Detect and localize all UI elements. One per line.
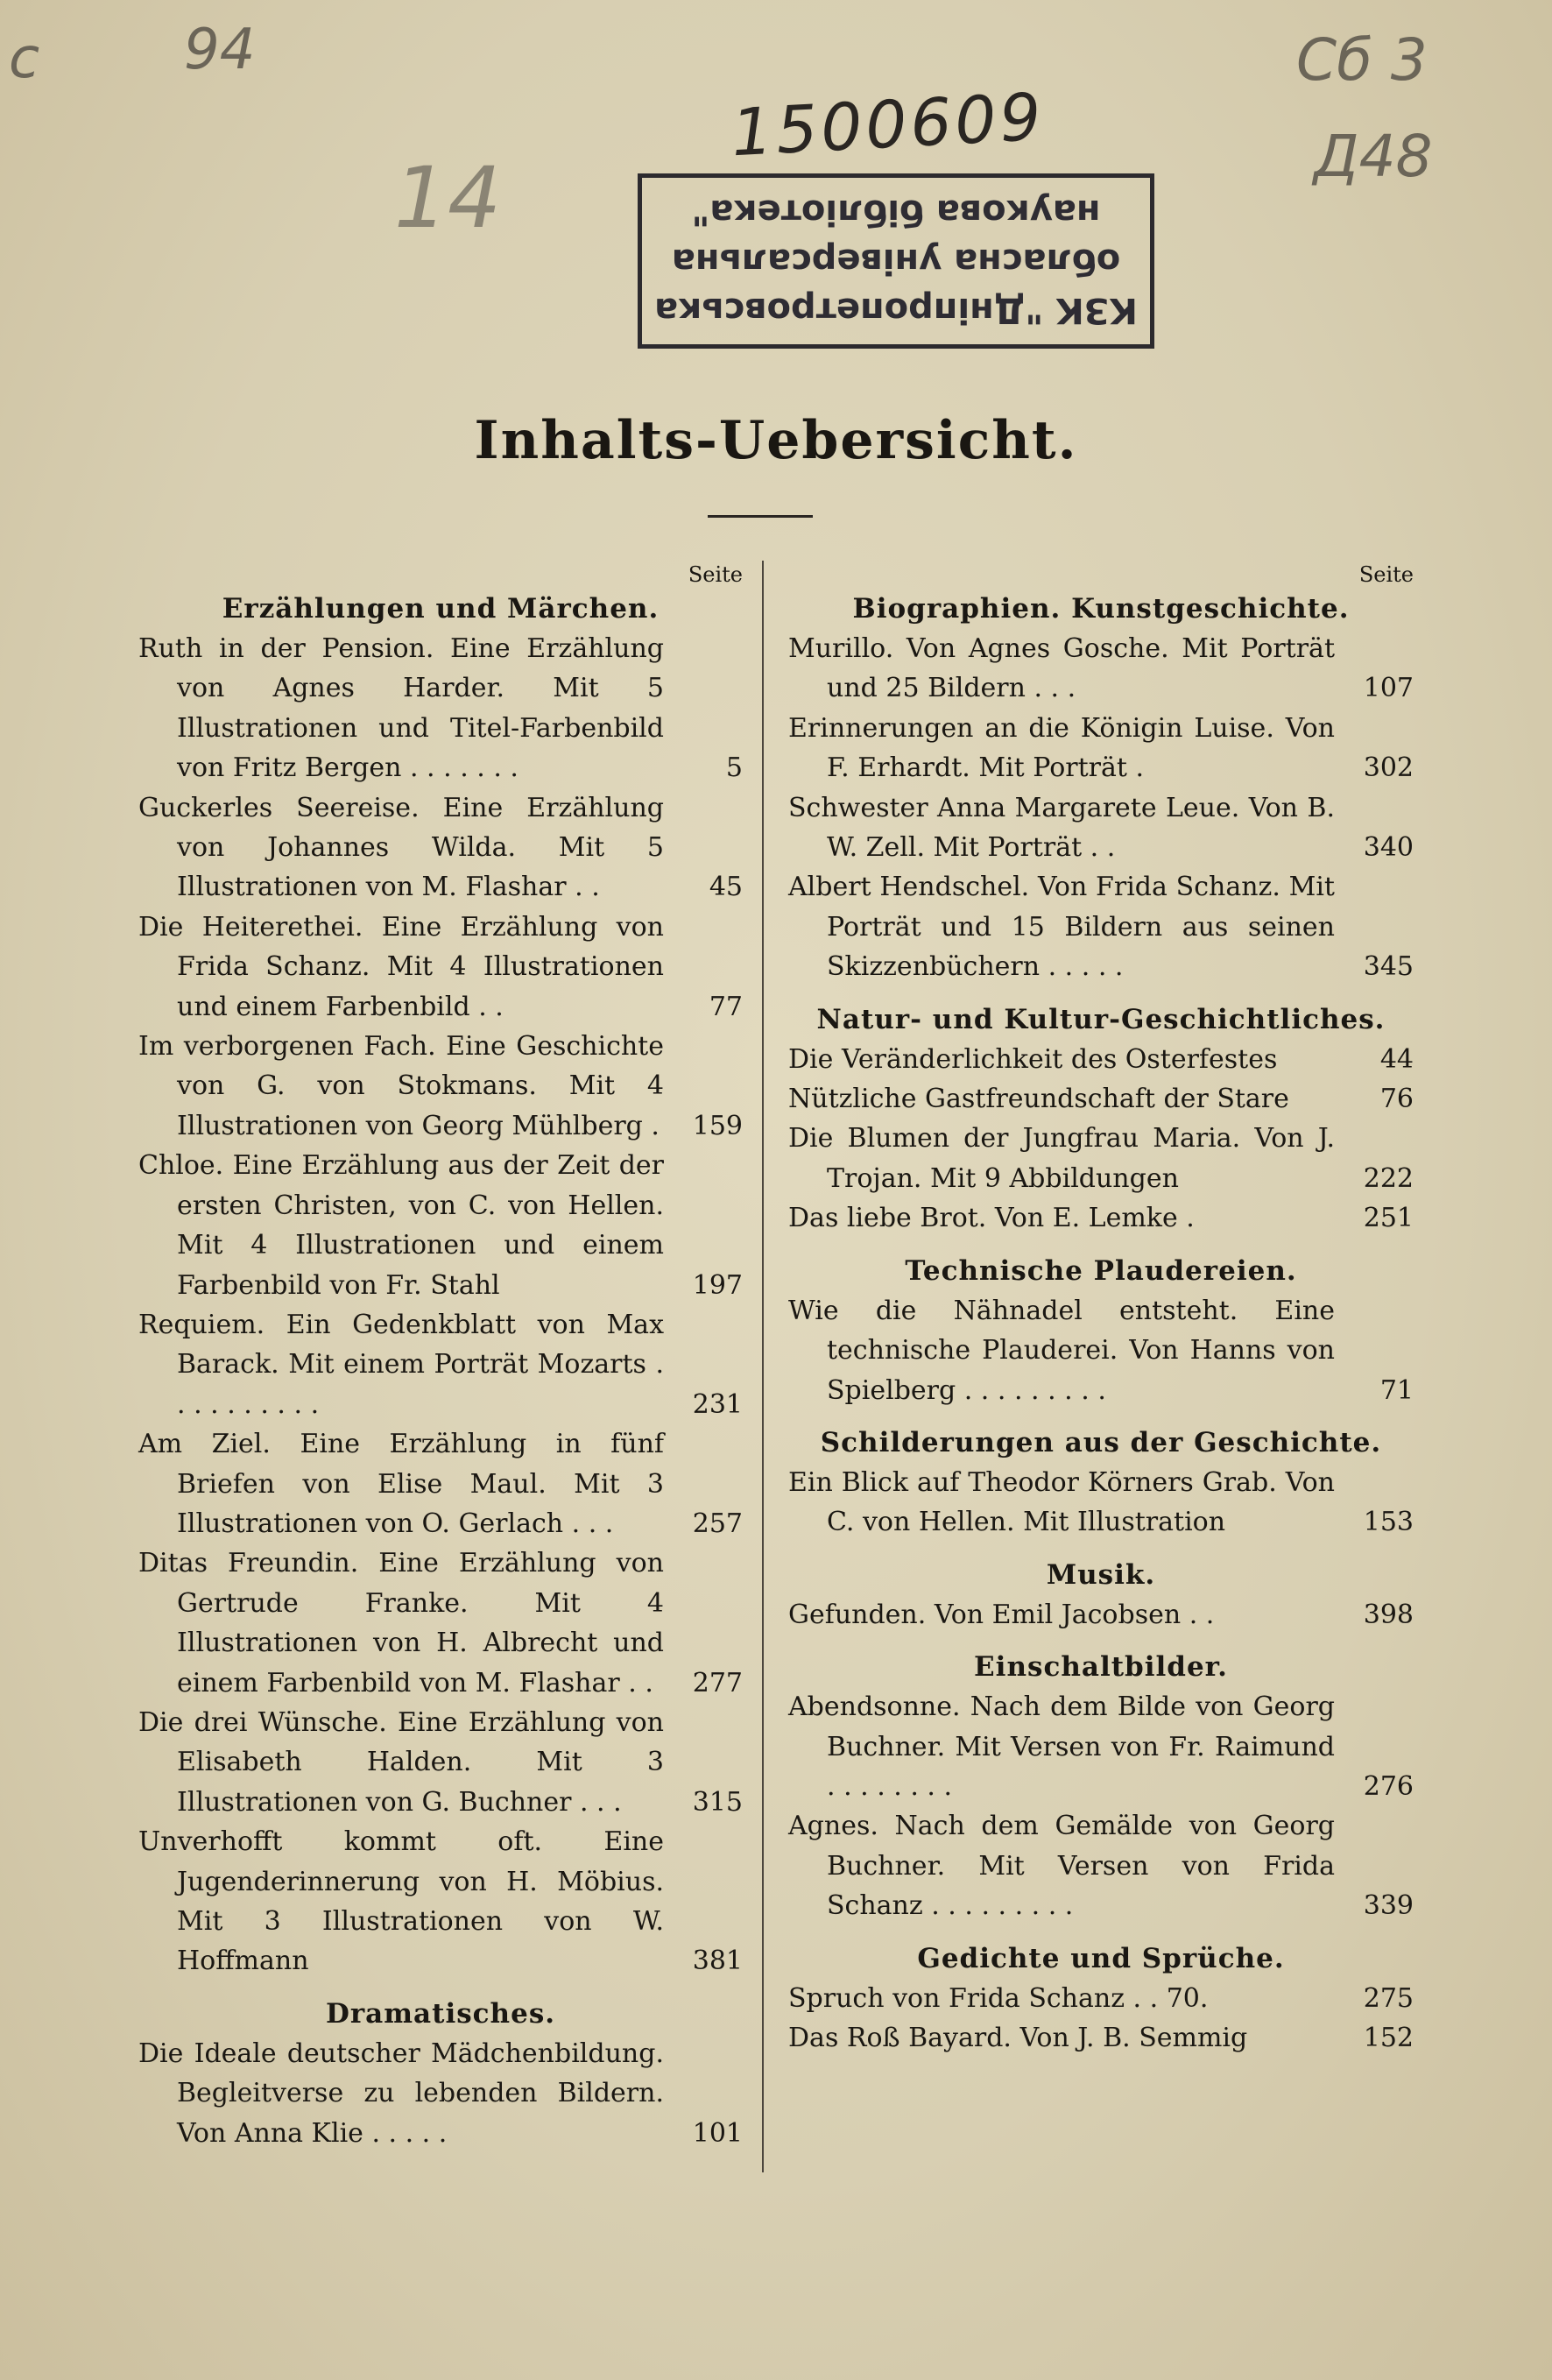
toc-entry: [788, 1806, 1414, 1925]
page-title: Inhalts-Uebersicht.: [474, 410, 1078, 471]
toc-entry-title: Nützliche Gastfreundschaft der Stare: [788, 1084, 1289, 1115]
toc-entry: [138, 1822, 743, 1981]
left-column: [138, 561, 743, 2153]
toc-entry-page: 45: [709, 872, 743, 903]
toc-entry-title: Das Roß Bayard. Von J. B. Semmig: [788, 2022, 1248, 2053]
toc-entry: [138, 1146, 743, 1305]
section-gap: [788, 1410, 1414, 1423]
toc-entry-page: 222: [1363, 1162, 1414, 1194]
toc-entry-page: 44: [1379, 1043, 1414, 1075]
section-gap: [788, 987, 1414, 999]
toc-entry: [788, 1595, 1414, 1635]
section-heading: Biographien. Kunstgeschichte.: [852, 593, 1350, 625]
toc-entry-page: 5: [725, 752, 743, 784]
toc-entry-page: 339: [1363, 1890, 1414, 1922]
toc-entry-title: Unverhofft kommt oft. Eine Jugenderinnerung von H. Möbius. Mit 3 Illustrationen von W. Hoffmann: [138, 1826, 664, 1977]
stamp-line-2: обласна універсальна: [671, 241, 1121, 281]
toc-entry: [138, 788, 743, 908]
toc-entry-page: 71: [1379, 1374, 1414, 1406]
toc-entry: [788, 1040, 1414, 1079]
section-gap: [788, 1926, 1414, 1939]
toc-entry-title: Ruth in der Pension. Eine Erzählung von Agnes Harder. Mit 5 Illustrationen und Titel-Farbenbild von Fritz Bergen . . . . . . .: [138, 633, 664, 784]
toc-entry-page: 398: [1363, 1599, 1414, 1630]
toc-entry: [788, 709, 1414, 788]
toc-entry-page: 251: [1363, 1203, 1414, 1234]
toc-entry: [788, 1291, 1414, 1410]
section-heading: Dramatisches.: [325, 1997, 556, 2030]
toc-entry-page: 76: [1379, 1084, 1414, 1115]
pencil-note-top-left: c: [9, 26, 40, 91]
toc-entry-title: Gefunden. Von Emil Jacobsen . .: [788, 1599, 1215, 1630]
toc-entry: [788, 2018, 1414, 2058]
toc-entry: [788, 788, 1414, 868]
toc-entry: [788, 1463, 1414, 1543]
toc-entry-title: Chloe. Eine Erzählung aus der Zeit der ersten Christen, von C. von Hellen. Mit 4 Illustrationen und einem Farbenbild von Fr. Stahl: [138, 1150, 664, 1301]
pencil-shelfmark-1: Сб 3: [1296, 26, 1428, 94]
toc-entry-title: Requiem. Ein Gedenkblatt von Max Barack. Mit einem Porträt Mozarts . . . . . . . . . .: [138, 1309, 664, 1420]
accession-number: 1500609: [729, 79, 1047, 172]
toc-entry-page: 381: [692, 1946, 743, 1977]
toc-entry-title: Am Ziel. Eine Erzählung in fünf Briefen von Elise Maul. Mit 3 Illustrationen von O. Gerlach . . .: [138, 1429, 664, 1539]
stamp-line-1: КЗК "Дніпропетровська: [654, 290, 1138, 330]
section-heading: Natur- und Kultur-Geschichtliches.: [816, 1003, 1386, 1035]
toc-entry-title: Die Ideale deutscher Mädchenbildung. Begleitverse zu lebenden Bildern. Von Anna Klie . . . . .: [138, 2037, 664, 2149]
library-stamp: [638, 173, 1154, 349]
section-heading: Musik.: [1046, 1558, 1156, 1591]
toc-entry-page: 340: [1363, 832, 1414, 864]
toc-entry-title: Die Veränderlichkeit des Osterfestes: [788, 1043, 1278, 1075]
toc-entry: [788, 1198, 1414, 1238]
section-gap: [788, 1635, 1414, 1647]
toc-entry: [788, 629, 1414, 709]
seite-label: Seite: [688, 562, 743, 587]
pencil-shelfmark-2: Д48: [1314, 123, 1433, 190]
toc-entry-page: 77: [709, 991, 743, 1022]
toc-entry-page: 101: [692, 2117, 743, 2149]
toc-entry: [788, 867, 1414, 986]
toc-entry-title: Agnes. Nach dem Gemälde von Georg Buchner. Mit Versen von Frida Schanz . . . . . . . . .: [788, 1811, 1335, 1922]
toc-entry: [138, 629, 743, 788]
toc-entry: [788, 1687, 1414, 1806]
toc-entry-page: 276: [1363, 1770, 1414, 1802]
toc-entry-title: Ein Blick auf Theodor Körners Grab. Von C. von Hellen. Mit Illustration: [788, 1466, 1335, 1538]
toc-entry-title: Guckerles Seereise. Eine Erzählung von Johannes Wilda. Mit 5 Illustrationen von M. Flashar . .: [138, 792, 664, 903]
toc-entry-title: Im verborgenen Fach. Eine Geschichte von G. von Stokmans. Mit 4 Illustrationen von Georg Mühlberg .: [138, 1031, 664, 1141]
section-gap: [788, 1543, 1414, 1555]
toc-entry-page: 257: [692, 1508, 743, 1539]
toc-entry-page: 277: [692, 1667, 743, 1698]
toc-entry-title: Schwester Anna Margarete Leue. Von B. W. Zell. Mit Porträt . .: [788, 792, 1335, 864]
toc-entry-page: 302: [1363, 752, 1414, 784]
section-heading: Gedichte und Sprüche.: [917, 1942, 1285, 1974]
toc-entry-page: 275: [1363, 1982, 1414, 2014]
toc-entry-title: Albert Hendschel. Von Frida Schanz. Mit Porträt und 15 Bildern aus seinen Skizzenbüchern . . . . .: [788, 872, 1335, 983]
toc-entry: [138, 1543, 743, 1703]
seite-label: Seite: [1358, 562, 1414, 587]
toc-entry-page: 159: [692, 1110, 743, 1141]
section-heading: Technische Plaudereien.: [905, 1254, 1297, 1287]
column-divider: [762, 561, 764, 2172]
toc-entry-title: Murillo. Von Agnes Gosche. Mit Porträt und 25 Bildern . . .: [788, 633, 1335, 704]
section-gap: [788, 1239, 1414, 1251]
toc-entry-title: Ditas Freundin. Eine Erzählung von Gertrude Franke. Mit 4 Illustrationen von H. Albrecht und einem Farbenbild von M. Flashar . .: [138, 1548, 664, 1698]
title-rule: [708, 515, 813, 518]
toc-entry: [138, 1027, 743, 1146]
section-heading: Schilderungen aus der Geschichte.: [820, 1426, 1382, 1458]
toc-entry-title: Abendsonne. Nach dem Bilde von Georg Buchner. Mit Versen von Fr. Raimund . . . . . . . .: [788, 1691, 1335, 1802]
toc-entry: [788, 1079, 1414, 1119]
toc-entry-page: 152: [1363, 2022, 1414, 2053]
toc-entry-title: Erinnerungen an die Königin Luise. Von F. Erhardt. Mit Porträt .: [788, 712, 1335, 784]
section-heading: Einschaltbilder.: [974, 1651, 1228, 1684]
toc-entry: [788, 1119, 1414, 1198]
toc-entry: [138, 2034, 743, 2153]
section-gap: [138, 1981, 743, 1994]
toc-entry: [138, 1305, 743, 1424]
toc-entry-title: Wie die Nähnadel entsteht. Eine technische Plauderei. Von Hanns von Spielberg . . . . . . . . .: [788, 1295, 1335, 1406]
toc-entry-title: Die Blumen der Jungfrau Maria. Von J. Trojan. Mit 9 Abbildungen: [788, 1123, 1335, 1194]
right-column: [788, 561, 1414, 2058]
toc-entry-title: Die drei Wünsche. Eine Erzählung von Elisabeth Halden. Mit 3 Illustrationen von G. Buchner . . .: [138, 1706, 664, 1818]
toc-entry: [138, 1424, 743, 1543]
toc-entry-page: 315: [692, 1786, 743, 1818]
toc-entry-page: 107: [1363, 673, 1414, 704]
section-heading: Erzählungen und Märchen.: [222, 593, 660, 625]
toc-entry-title: Die Heiterethei. Eine Erzählung von Frida Schanz. Mit 4 Illustrationen und einem Farbenbild . .: [138, 911, 664, 1022]
stamp-line-3: наукова бібліотека": [691, 192, 1101, 232]
pencil-note-top-left-number: 94: [184, 18, 256, 82]
toc-entry: [788, 1979, 1414, 2018]
toc-entry-page: 153: [1363, 1507, 1414, 1538]
toc-entry: [138, 908, 743, 1027]
toc-entry-title: Spruch von Frida Schanz . . 70.: [788, 1982, 1209, 2014]
toc-entry-page: 197: [692, 1269, 743, 1301]
toc-entry: [138, 1703, 743, 1822]
toc-entry-page: 345: [1363, 951, 1414, 983]
pencil-note-center: 14: [394, 149, 502, 247]
toc-entry-title: Das liebe Brot. Von E. Lemke .: [788, 1203, 1195, 1234]
toc-entry-page: 231: [692, 1388, 743, 1420]
